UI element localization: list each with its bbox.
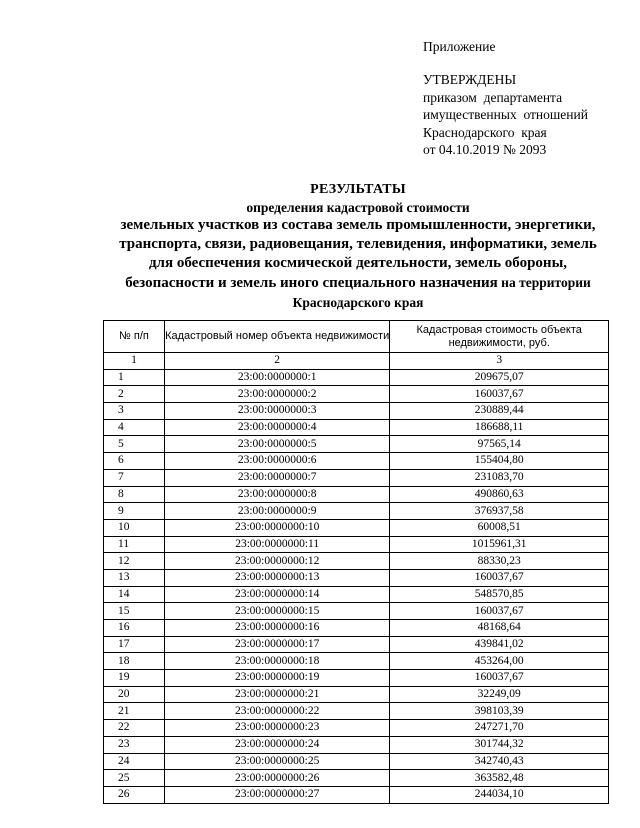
row-number: 3 [104,403,165,420]
cadastral-value: 155404,80 [390,453,609,470]
row-number: 10 [104,519,165,536]
cadastral-number: 23:00:0000000:3 [164,403,390,420]
row-number: 18 [104,653,165,670]
cadastral-value: 32249,09 [390,686,609,703]
cadastral-number: 23:00:0000000:22 [164,703,390,720]
cadastral-number: 23:00:0000000:17 [164,636,390,653]
table-row [104,469,609,486]
appendix-label: Приложение [423,39,496,54]
table-row [104,569,609,586]
cadastral-value: 231083,70 [390,469,609,486]
cadastral-number: 23:00:0000000:26 [164,770,390,787]
approval-stamp [423,71,588,159]
table-row [104,486,609,503]
cadastral-number: 23:00:0000000:15 [164,603,390,620]
cadastral-number: 23:00:0000000:4 [164,419,390,436]
cadastral-value: 160037,67 [390,603,609,620]
row-number: 22 [104,720,165,737]
table-row [104,503,609,520]
title-line-4b: на территории [497,275,591,290]
cadastral-number: 23:00:0000000:5 [164,436,390,453]
cadastral-number: 23:00:0000000:6 [164,453,390,470]
row-number: 5 [104,436,165,453]
table-row [104,686,609,703]
results-table [103,320,609,804]
row-number: 15 [104,603,165,620]
row-number: 20 [104,686,165,703]
table-row [104,419,609,436]
title-subtitle: определения кадастровой стоимости [246,200,470,215]
title-line-2: транспорта, связи, радиовещания, телевидения, информатики, земель [119,236,597,252]
column-number-3: 3 [390,353,609,370]
title-line-4 [100,273,616,293]
document-title [100,181,616,312]
cadastral-value: 376937,58 [390,503,609,520]
table-row [104,603,609,620]
cadastral-value: 439841,02 [390,636,609,653]
table-row [104,436,609,453]
row-number: 6 [104,453,165,470]
row-number: 17 [104,636,165,653]
table-row [104,703,609,720]
cadastral-number: 23:00:0000000:10 [164,519,390,536]
cadastral-number: 23:00:0000000:8 [164,486,390,503]
cadastral-number: 23:00:0000000:18 [164,653,390,670]
cadastral-value: 1015961,31 [390,536,609,553]
table-row [104,653,609,670]
row-number: 25 [104,770,165,787]
cadastral-number: 23:00:0000000:12 [164,553,390,570]
approval-line-1: УТВЕРЖДЕНЫ [423,72,517,87]
cadastral-value: 247271,70 [390,720,609,737]
row-number: 4 [104,419,165,436]
row-number: 16 [104,620,165,637]
cadastral-value: 453264,00 [390,653,609,670]
cadastral-number: 23:00:0000000:25 [164,753,390,770]
header-cadastral-number: Кадастровый номер объекта недвижимости [164,321,390,353]
cadastral-number: 23:00:0000000:7 [164,469,390,486]
cadastral-number: 23:00:0000000:13 [164,569,390,586]
table-row [104,519,609,536]
cadastral-value: 186688,11 [390,419,609,436]
title-line-3: для обеспечения космической деятельности, земель обороны, [148,255,568,271]
row-number: 8 [104,486,165,503]
table-row [104,403,609,420]
row-number: 11 [104,536,165,553]
row-number: 1 [104,369,165,386]
cadastral-value: 548570,85 [390,586,609,603]
cadastral-number: 23:00:0000000:1 [164,369,390,386]
cadastral-value: 301744,32 [390,736,609,753]
row-number: 21 [104,703,165,720]
row-number: 2 [104,386,165,403]
cadastral-value: 490860,63 [390,486,609,503]
title-main: РЕЗУЛЬТАТЫ [310,182,406,197]
column-number-1: 1 [104,353,165,370]
cadastral-number: 23:00:0000000:19 [164,670,390,687]
cadastral-value: 230889,44 [390,403,609,420]
cadastral-value: 209675,07 [390,369,609,386]
table-row [104,670,609,687]
cadastral-number: 23:00:0000000:21 [164,686,390,703]
row-number: 23 [104,736,165,753]
cadastral-value: 88330,23 [390,553,609,570]
row-number: 26 [104,786,165,803]
cadastral-value: 398103,39 [390,703,609,720]
cadastral-number: 23:00:0000000:14 [164,586,390,603]
cadastral-number: 23:00:0000000:24 [164,736,390,753]
cadastral-value: 342740,43 [390,753,609,770]
cadastral-number: 23:00:0000000:9 [164,503,390,520]
cadastral-number: 23:00:0000000:16 [164,620,390,637]
cadastral-number: 23:00:0000000:27 [164,786,390,803]
title-line-1: земельных участков из состава земель промышленности, энергетики, [120,217,596,233]
table-row [104,753,609,770]
cadastral-number: 23:00:0000000:11 [164,536,390,553]
cadastral-number: 23:00:0000000:2 [164,386,390,403]
table-row [104,620,609,637]
row-number: 9 [104,503,165,520]
row-number: 24 [104,753,165,770]
header-number: № п/п [104,321,165,353]
cadastral-value: 160037,67 [390,386,609,403]
table-row [104,770,609,787]
cadastral-value: 160037,67 [390,569,609,586]
column-number-2: 2 [164,353,390,370]
table-row [104,786,609,803]
table-header-row [104,321,609,353]
header-cadastral-value: Кадастровая стоимость объекта недвижимости, руб. [390,321,609,353]
cadastral-value: 97565,14 [390,436,609,453]
table-row [104,736,609,753]
cadastral-value: 244034,10 [390,786,609,803]
title-line-4a: безопасности и земель иного специального назначения [125,275,498,291]
row-number: 19 [104,670,165,687]
table-row [104,720,609,737]
row-number: 7 [104,469,165,486]
approval-date-number: от 04.10.2019 № 2093 [423,142,547,157]
table-row [104,453,609,470]
table-row [104,369,609,386]
cadastral-value: 363582,48 [390,770,609,787]
cadastral-value: 160037,67 [390,670,609,687]
title-line-5: Краснодарского края [292,295,424,310]
table-row [104,536,609,553]
table-row [104,386,609,403]
approval-line-2: приказом департамента [423,89,563,105]
table-row [104,586,609,603]
approval-line-3: имущественных отношений [423,107,588,122]
cadastral-value: 60008,51 [390,519,609,536]
cadastral-value: 48168,64 [390,620,609,637]
column-numbers-row [104,353,609,370]
table-row [104,636,609,653]
table-row [104,553,609,570]
row-number: 13 [104,569,165,586]
row-number: 12 [104,553,165,570]
cadastral-number: 23:00:0000000:23 [164,720,390,737]
row-number: 14 [104,586,165,603]
approval-line-4: Краснодарского края [423,124,547,140]
